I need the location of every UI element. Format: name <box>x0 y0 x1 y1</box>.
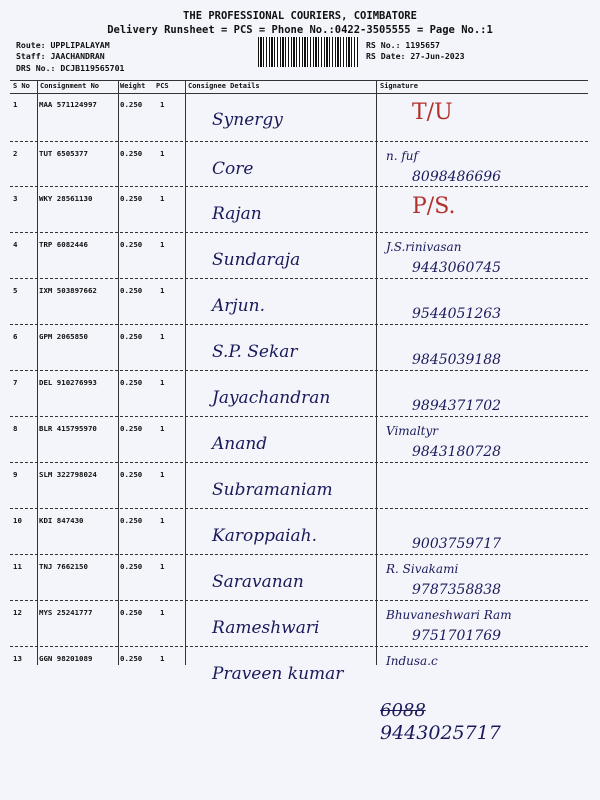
row-consignee-handwritten: Rajan <box>212 204 262 224</box>
row-sno: 1 <box>13 100 18 109</box>
row-pcs: 1 <box>160 240 165 249</box>
row-sno: 6 <box>13 332 18 341</box>
row-signature: Indusa.c <box>386 654 438 668</box>
row-divider <box>10 186 588 187</box>
rs-date: RS Date: 27-Jun-2023 <box>366 51 465 61</box>
row-signature-phone: 8098486696 <box>412 169 502 185</box>
drs-number: DRS No.: DCJB119565701 <box>16 63 125 73</box>
row-signature-phone: 9843180728 <box>412 444 502 460</box>
row-weight: 0.250 <box>120 470 143 479</box>
row-divider <box>10 554 588 555</box>
row-pcs: 1 <box>160 194 165 203</box>
row-consignment-no: MYS 25241777 <box>39 608 93 617</box>
row-pcs: 1 <box>160 332 165 341</box>
col-header-weight: Weight <box>120 82 146 90</box>
row-pcs: 1 <box>160 424 165 433</box>
row-sno: 13 <box>13 654 22 663</box>
barcode <box>258 37 358 67</box>
row-signature: J.S.rinivasan <box>386 240 462 254</box>
row-weight: 0.250 <box>120 378 143 387</box>
row-consignee-handwritten: S.P. Sekar <box>212 342 298 362</box>
row-consignee-handwritten: Core <box>212 159 254 179</box>
row-signature-phone: 9787358838 <box>412 582 502 598</box>
row-sno: 12 <box>13 608 22 617</box>
row-pcs: 1 <box>160 562 165 571</box>
row-consignment-no: MAA 571124997 <box>39 100 97 109</box>
row-weight: 0.250 <box>120 286 143 295</box>
row-divider <box>10 232 588 233</box>
row-consignee-handwritten: Anand <box>212 434 268 454</box>
row-signature: P/S. <box>412 194 456 219</box>
row-consignment-no: DEL 910276993 <box>39 378 97 387</box>
column-divider <box>376 80 377 665</box>
col-header-pcs: PCS <box>156 82 169 90</box>
row-sno: 7 <box>13 378 18 387</box>
row-signature-phone: 9003759717 <box>412 536 502 552</box>
row-consignee-handwritten: Synergy <box>212 110 283 130</box>
row-sno: 3 <box>13 194 18 203</box>
row-pcs: 1 <box>160 470 165 479</box>
row-signature-phone: 9845039188 <box>412 352 502 368</box>
row-weight: 0.250 <box>120 424 143 433</box>
row-sno: 9 <box>13 470 18 479</box>
row-signature: n. fuf <box>386 149 418 163</box>
row-consignee-handwritten: Subramaniam <box>212 480 333 500</box>
row-consignee-handwritten: Karoppaiah. <box>212 526 318 546</box>
row-pcs: 1 <box>160 149 165 158</box>
row-divider <box>10 646 588 647</box>
row-signature: R. Sivakami <box>386 562 459 576</box>
row-consignment-no: IXM 503897662 <box>39 286 97 295</box>
row-consignment-no: GGN 98201089 <box>39 654 93 663</box>
row-pcs: 1 <box>160 654 165 663</box>
row-weight: 0.250 <box>120 608 143 617</box>
col-header-consignment: Consignment No <box>40 82 100 90</box>
row-divider <box>10 462 588 463</box>
row-divider <box>10 278 588 279</box>
row-signature-phone: 9751701769 <box>412 628 502 644</box>
column-divider <box>118 80 119 665</box>
row-weight: 0.250 <box>120 654 143 663</box>
staff: Staff: JAACHANDRAN <box>16 51 105 61</box>
row-divider <box>10 324 588 325</box>
row-consignee-handwritten: Rameshwari <box>212 618 320 638</box>
row-sno: 5 <box>13 286 18 295</box>
route: Route: UPPLIPALAYAM <box>16 40 110 50</box>
row-consignment-no: TUT 6505377 <box>39 149 88 158</box>
row-weight: 0.250 <box>120 516 143 525</box>
row-sno: 11 <box>13 562 22 571</box>
row-consignment-no: GPM 2065850 <box>39 332 88 341</box>
row-consignee-handwritten: Saravanan <box>212 572 304 592</box>
row-consignment-no: SLM 322798024 <box>39 470 97 479</box>
row-sno: 10 <box>13 516 22 525</box>
table-header-border <box>10 93 588 94</box>
col-header-sno: S No <box>13 82 30 90</box>
row-consignment-no: TRP 6082446 <box>39 240 88 249</box>
row-consignment-no: BLR 415795970 <box>39 424 97 433</box>
row-weight: 0.250 <box>120 562 143 571</box>
col-header-consignee: Consignee Details <box>188 82 260 90</box>
row-weight: 0.250 <box>120 332 143 341</box>
row-consignee-handwritten: Sundaraja <box>212 250 301 270</box>
runsheet-subtitle: Delivery Runsheet = PCS = Phone No.:0422-3505555 = Page No.:1 <box>107 24 493 36</box>
row-divider <box>10 600 588 601</box>
rs-number: RS No.: 1195657 <box>366 40 440 50</box>
row-weight: 0.250 <box>120 194 143 203</box>
row-divider <box>10 370 588 371</box>
table-top-border <box>10 80 588 81</box>
row-divider <box>10 508 588 509</box>
row-sno: 4 <box>13 240 18 249</box>
row-pcs: 1 <box>160 378 165 387</box>
row-signature: T/U <box>412 100 453 125</box>
row-consignee-handwritten: Arjun. <box>212 296 265 316</box>
row-pcs: 1 <box>160 100 165 109</box>
column-divider <box>37 80 38 665</box>
row-divider <box>10 141 588 142</box>
footer-note-1: 6088 <box>380 700 426 721</box>
row-consignment-no: WKY 28561130 <box>39 194 93 203</box>
row-consignment-no: TNJ 7662150 <box>39 562 88 571</box>
row-divider <box>10 416 588 417</box>
row-weight: 0.250 <box>120 100 143 109</box>
row-sno: 8 <box>13 424 18 433</box>
row-signature-phone: 9443060745 <box>412 260 502 276</box>
company-title: THE PROFESSIONAL COURIERS, COIMBATORE <box>183 10 417 22</box>
row-pcs: 1 <box>160 286 165 295</box>
footer-note-2: 9443025717 <box>380 722 501 744</box>
row-consignment-no: KDI 847430 <box>39 516 84 525</box>
col-header-signature: Signature <box>380 82 418 90</box>
row-sno: 2 <box>13 149 18 158</box>
row-consignee-handwritten: Praveen kumar <box>212 664 344 684</box>
row-signature-phone: 9894371702 <box>412 398 502 414</box>
row-signature-phone: 9544051263 <box>412 306 502 322</box>
row-signature: Bhuvaneshwari Ram <box>386 608 512 622</box>
column-divider <box>185 80 186 665</box>
row-weight: 0.250 <box>120 149 143 158</box>
row-weight: 0.250 <box>120 240 143 249</box>
row-signature: Vimaltyr <box>386 424 439 438</box>
row-pcs: 1 <box>160 516 165 525</box>
row-consignee-handwritten: Jayachandran <box>212 388 331 408</box>
row-pcs: 1 <box>160 608 165 617</box>
